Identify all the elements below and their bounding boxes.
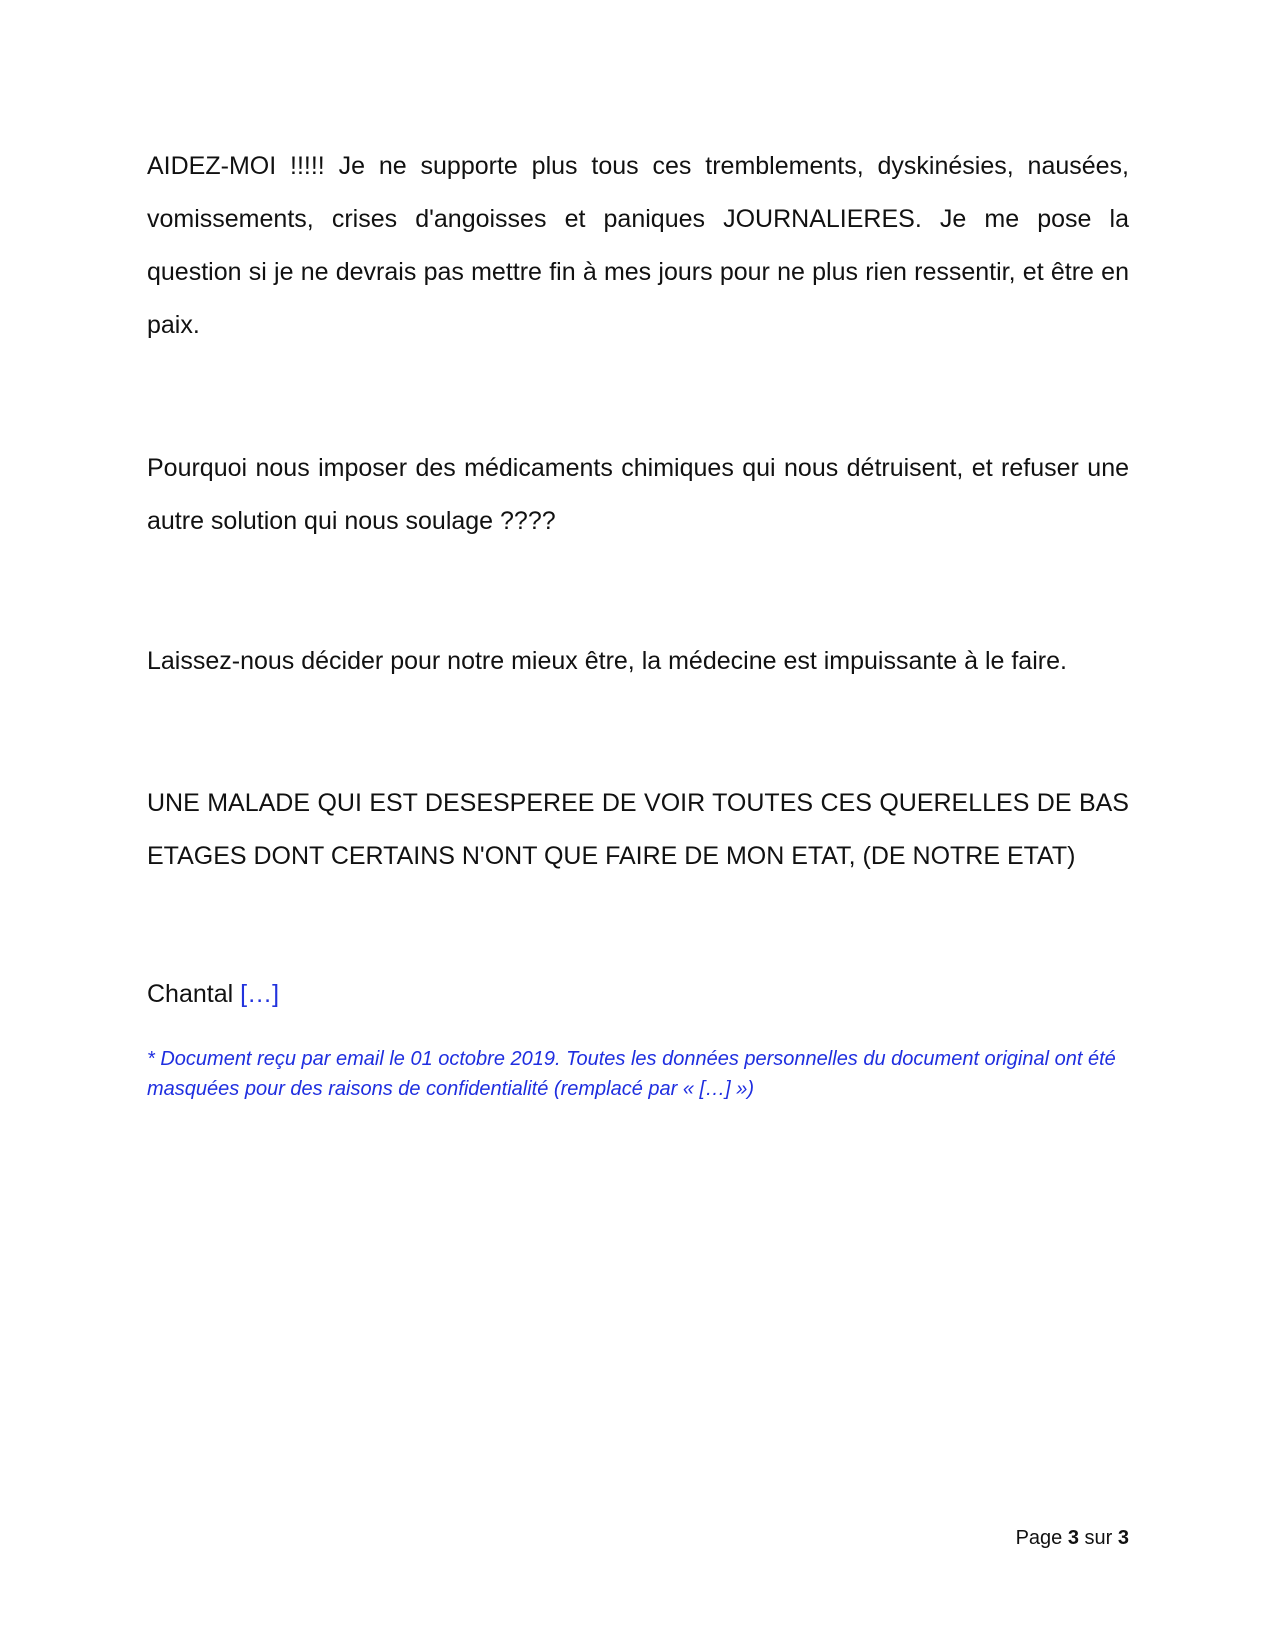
signature-name: Chantal [147, 980, 241, 1008]
paragraph-request: Laissez-nous décider pour notre mieux être, la médecine est impuissante à le faire. [147, 647, 1067, 675]
page-number [1016, 1525, 1129, 1551]
paragraph-uppercase-statement: UNE MALADE QUI EST DESESPEREE DE VOIR TOUTES CES QUERELLES DE BAS ETAGES DONT CERTAINS N'ONT QUE FAIRE DE MON ETAT, (DE NOTRE ETAT) [147, 789, 1129, 870]
total-pages-number: 3 [1117, 1527, 1129, 1549]
page-number-prefix: Page [1015, 1527, 1068, 1549]
paragraph-plea: AIDEZ-MOI !!!!! Je ne supporte plus tous ces tremblements, dyskinésies, nausées, vomissements, crises d'angoisses et paniques JOURNALIERES. Je me pose la question si je ne devrais pas mettre fin à mes jours pour ne plus rien ressentir, et être en paix. [147, 152, 1129, 339]
current-page-number: 3 [1067, 1527, 1079, 1549]
signature [147, 968, 1129, 1021]
paragraph-question: Pourquoi nous imposer des médicaments chimiques qui nous détruisent, et refuser une autre solution qui nous soulage ???? [147, 454, 1129, 535]
confidentiality-footnote: * Document reçu par email le 01 octobre 2019. Toutes les données personnelles du document original ont été masquées pour des raisons de confidentialité (remplacé par « […] ») [147, 1048, 1116, 1100]
page-number-separator: sur [1078, 1527, 1118, 1549]
signature-redaction: […] [240, 980, 280, 1008]
